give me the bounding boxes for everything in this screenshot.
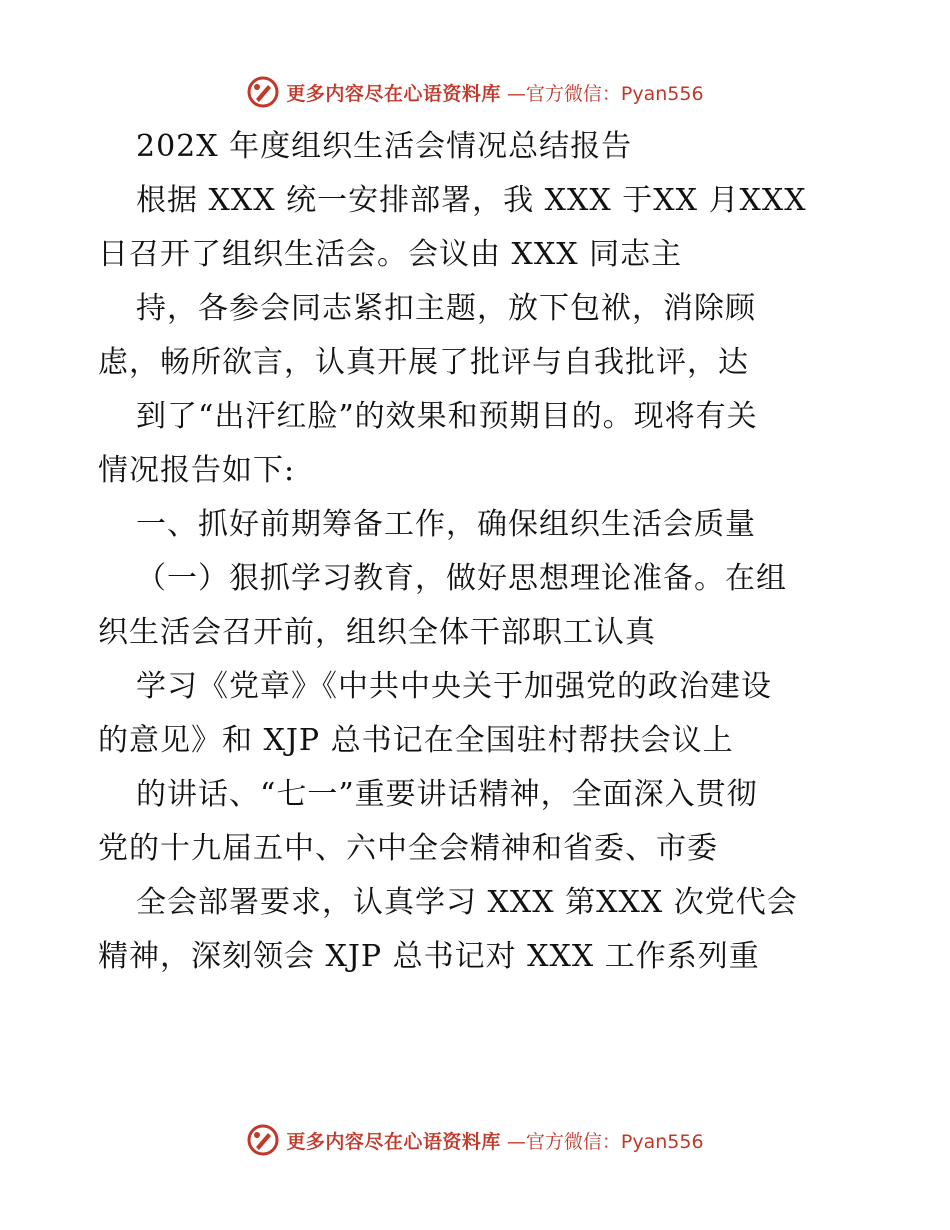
document-body: [98, 120, 858, 984]
document-line: 全会部署要求，认真学习 XXX 第XXX 次党代会: [136, 885, 798, 920]
document-line: 情况报告如下:: [98, 453, 296, 488]
document-line: 织生活会召开前，组织全体干部职工认真: [98, 615, 656, 650]
document-line: 的意见》和 XJP 总书记在全国驻村帮扶会议上: [98, 723, 734, 758]
document-line: 的讲话、“七一”重要讲话精神，全面深入贯彻: [136, 777, 758, 812]
banner-title: 更多内容尽在心语资料库: [286, 82, 501, 105]
document-line: 到了“出汗红脸”的效果和预期目的。现将有关: [136, 399, 758, 434]
document-line: 持，各参会同志紧扣主题，放下包袱，消除顾: [136, 291, 756, 326]
document-line: 一、抓好前期筹备工作，确保组织生活会质量: [136, 507, 756, 542]
banner-title: 更多内容尽在心语资料库: [286, 1130, 501, 1153]
watermark-banner-top: [0, 72, 950, 112]
red-seal-pen-icon: [246, 1123, 280, 1157]
document-line: 学习《党章》《中共中央关于加强党的政治建设: [136, 669, 772, 704]
document-line: 根据 XXX 统一安排部署，我 XXX 于XX 月XXX: [136, 183, 807, 218]
document-line: （一）狠抓学习教育，做好思想理论准备。在组: [136, 561, 787, 596]
document-line: 精神，深刻领会 XJP 总书记对 XXX 工作系列重: [98, 939, 760, 974]
watermark-banner-bottom: [0, 1120, 950, 1160]
red-seal-pen-icon: [246, 75, 280, 109]
banner-contact: —官方微信：Pyan556: [506, 82, 704, 105]
document-line: 党的十九届五中、六中全会精神和省委、市委: [98, 831, 718, 866]
banner-contact: —官方微信：Pyan556: [506, 1130, 704, 1153]
document-line: 日召开了组织生活会。会议由 XXX 同志主: [98, 237, 683, 272]
document-line: 虑，畅所欲言，认真开展了批评与自我批评，达: [98, 345, 749, 380]
document-title: 202X 年度组织生活会情况总结报告: [136, 129, 633, 164]
